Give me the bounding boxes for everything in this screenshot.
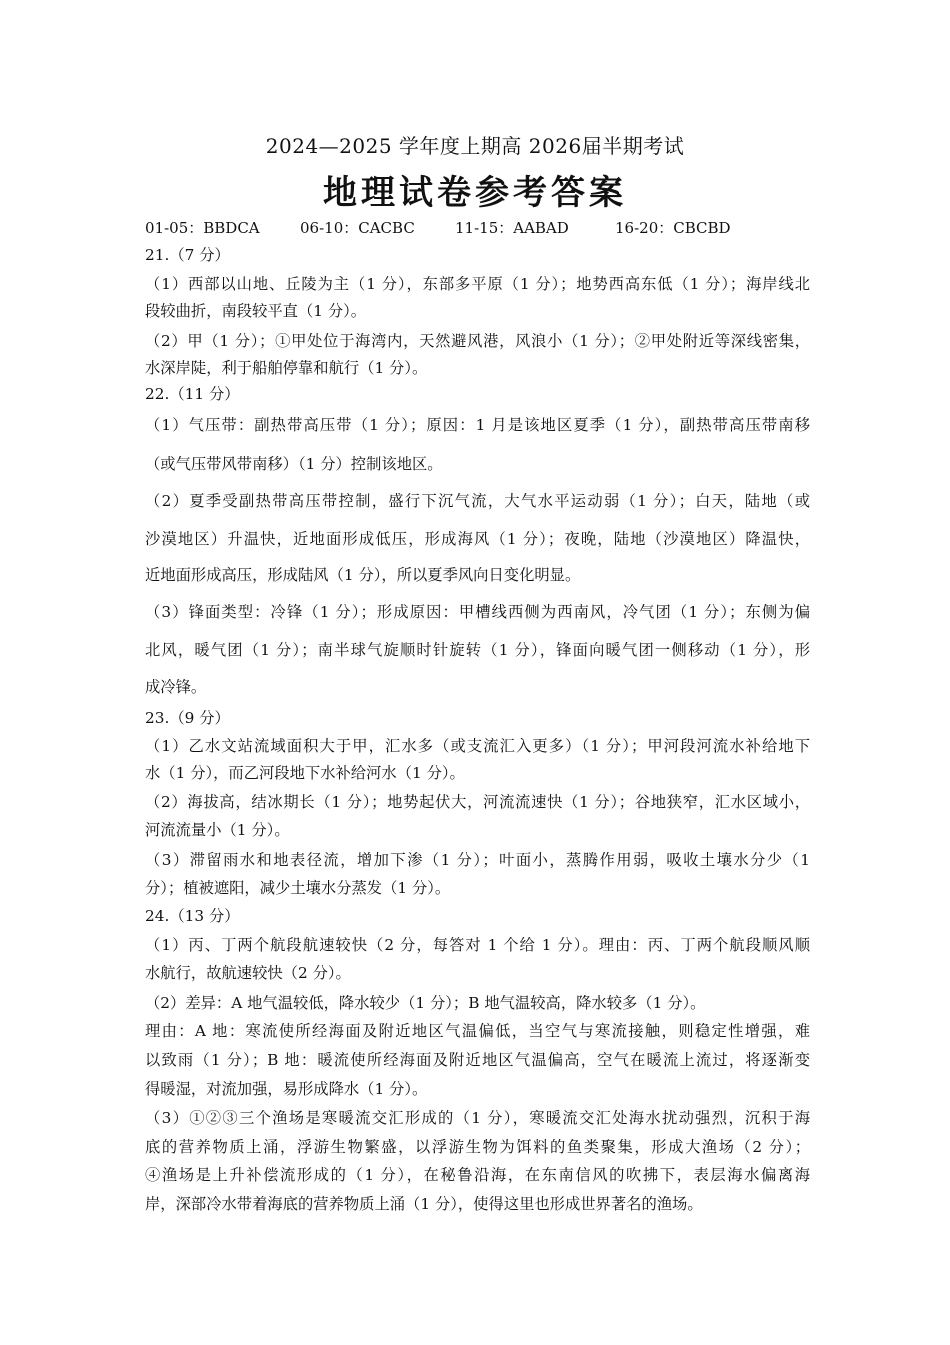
q22-line: 成冷锋。 [145, 678, 207, 696]
q21-line: （1）西部以山地、丘陵为主（1 分），东部多平原（1 分）；地势西高东低（1 分）；海岸线北 [145, 275, 810, 293]
choice-answers-1-5: 01-05：BBDCA [145, 219, 260, 237]
q22-line: 沙漠地区）升温快，近地面形成低压，形成海风（1 分）；夜晚，陆地（沙漠地区）降温快， [145, 530, 810, 548]
q21-heading: 21.（7 分） [145, 246, 230, 264]
q22-line: 北风，暖气团（1 分）；南半球气旋顺时针旋转（1 分），锋面向暖气团一侧移动（1 分），形 [145, 641, 810, 659]
q21-line: 水深岸陡，利于船舶停靠和航行（1 分）。 [145, 359, 428, 377]
q24-line: 岸，深部冷水带着海底的营养物质上涌（1 分），使得这里也形成世界著名的渔场。 [145, 1195, 703, 1213]
choice-answers-16-20: 16-20：CBCBD [615, 219, 731, 237]
q24-line: （2）差异：A 地气温较低，降水较少（1 分）；B 地气温较高，降水较多（1 分）。 [145, 994, 706, 1012]
choice-answers-6-10: 06-10：CACBC [300, 219, 415, 237]
choice-answers-row [145, 217, 731, 238]
q22-line: 近地面形成高压，形成陆风（1 分），所以夏季风向日变化明显。 [145, 566, 581, 584]
q22-line: （1）气压带：副热带高压带（1 分）；原因：1 月是该地区夏季（1 分），副热带高压带南移 [145, 416, 810, 434]
q23-line: 水（1 分），而乙河段地下水补给河水（1 分）。 [145, 764, 465, 782]
q21-line: （2）甲（1 分）；①甲处位于海湾内，天然避风港，风浪小（1 分）；②甲处附近等深线密集， [145, 332, 810, 350]
q24-line: （1）丙、丁两个航段航速较快（2 分，每答对 1 个给 1 分）。理由：丙、丁两个航段顺风顺 [145, 936, 810, 954]
q23-heading: 23.（9 分） [145, 709, 230, 727]
q23-line: （3）滞留雨水和地表径流，增加下渗（1 分）；叶面小，蒸腾作用弱，吸收土壤水分少（1 [145, 851, 810, 869]
q23-line: （2）海拔高，结冰期长（1 分）；地势起伏大，河流流速快（1 分）；谷地狭窄，汇水区域小， [145, 793, 810, 811]
q24-line: ④渔场是上升补偿流形成的（1 分），在秘鲁沿海，在东南信风的吹拂下，表层海水偏离海 [145, 1166, 810, 1184]
q22-line: （3）锋面类型：冷锋（1 分）；形成原因：甲槽线西侧为西南风，冷气团（1 分）；东侧为偏 [145, 603, 810, 621]
q24-line: 理由：A 地：寒流使所经海面及附近地区气温偏低，当空气与寒流接触，则稳定性增强，难 [145, 1022, 810, 1040]
q24-heading: 24.（13 分） [145, 907, 240, 925]
q22-line: （2）夏季受副热带高压带控制，盛行下沉气流，大气水平运动弱（1 分）；白天，陆地（或 [145, 492, 810, 510]
q23-line: （1）乙水文站流域面积大于甲，汇水多（或支流汇入更多）（1 分）；甲河段河流水补给地下 [145, 737, 810, 755]
q24-line: （3）①②③三个渔场是寒暖流交汇形成的（1 分），寒暖流交汇处海水扰动强烈，沉积于海 [145, 1109, 810, 1127]
q24-line: 水航行，故航速较快（2 分）。 [145, 964, 351, 982]
exam-subtitle: 2024—2025 学年度上期高 2026届半期考试 [265, 134, 685, 158]
q21-line: 段较曲折，南段较平直（1 分）。 [145, 302, 367, 320]
q24-line: 以致雨（1 分）；B 地：暖流使所经海面及附近地区气温偏高，空气在暖流上流过，将逐渐变 [145, 1051, 810, 1069]
q22-heading: 22.（11 分） [145, 385, 240, 403]
page-title: 地理试卷参考答案 [323, 173, 627, 213]
q22-line: （或气压带风带南移）（1 分）控制该地区。 [145, 455, 443, 473]
q23-line: 河流流量小（1 分）。 [145, 821, 290, 839]
choice-answers-11-15: 11-15：AABAD [455, 219, 569, 237]
q24-line: 得暖湿，对流加强，易形成降水（1 分）。 [145, 1080, 428, 1098]
q23-line: 分）；植被遮阳，减少土壤水分蒸发（1 分）。 [145, 879, 451, 897]
q24-line: 底的营养物质上涌，浮游生物繁盛，以浮游生物为饵料的鱼类聚集，形成大渔场（2 分）； [145, 1138, 810, 1156]
